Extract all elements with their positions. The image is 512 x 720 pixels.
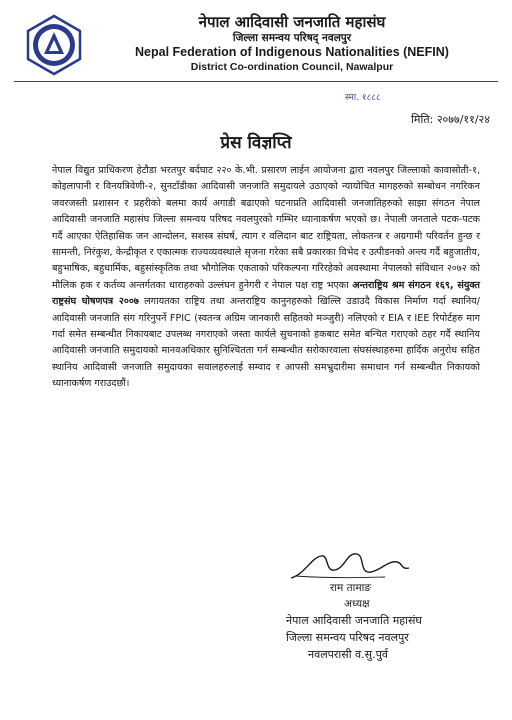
org-name-english: Nepal Federation of Indigenous Nationalities (NEFIN) bbox=[135, 45, 449, 59]
body-bold-text: अन्तराष्ट्रिय श्रम संगठन १६९, संयुक्त राष्ट्रसंघ घोषणपत्र २००७ bbox=[52, 279, 481, 308]
body-text-part1: नेपाल विद्युत प्राधिकरण हेटौडा भरतपुर बर्दघाट २२० के.भी. प्रसारण लाईन आयोजना द्वारा नवलपुर जिल्लाको कावासोती-१, कोइलापानी र विनयत्रिवेणी-२, सुनटाँडीका आदिवासी जनजाति समुदायले उठाएको न्यायोचित मागहरुको सम्बोधन नगरिकन जवरजस्ती प्रशासन र प्रहरीको बलमा कार्य अगाडी बढाएको घटनाप्रति आदिवासी जनजातिहरुको साझा संगठन नेपाल आदिवासी जनजाति महासंघ जिल्ला समन्वय परिषद नवलपुरको गम्भिर ध्यानाकर्षण भएको छ। नेपाली जनताले पटक-पटक गर्दै आएका ऐतिहासिक जन आन्दोलन, सशस्त्र संघर्ष, त्याग र वलिदान बाट राष्ट्रियता, लोकतन्त्र र अग्रगामी परिवर्तन हुन्छ र सामन्ती, निरंकुश, केन्द्रीकृत र एकात्मक राज्यव्यवस्थाले सृजना गरेका सबै प्रकारका विभेद र उत्पीडनको अन्त्य गर्दै बहुजातीय, बहुभाषिक, बहुधार्मिक, बहुसांस्कृतिक तथा भौगोलिक एकताको परिकल्पना गरिरहेको अवस्थामा नेपालको संविधान २०७२ को मौलिक हक र कर्तव्य अन्तर्गतका धाराहरुको उल्लंघन हुनेगरी र नेपाल पक्ष राष्ट्र भएका bbox=[52, 165, 480, 291]
signatory-org bbox=[286, 612, 422, 663]
signature-icon bbox=[285, 548, 415, 582]
body-text-part2: लगायतका राष्ट्रिय तथा अन्तराष्ट्रिय कानुनहरुको खिल्लि उडाउदै विकास निर्माण गर्दा स्थानिय/आदिवासी जनजाति संग गरिनुपर्ने FPIC (स्वतन्त्र अग्रिम जानकारी सहितको मञ्जुरी) नलिएको र EIA र IEE रिपोर्टहरु माग गर्दा समेत सम्बन्धीत निकायबाट उपलब्ध नगराएको जस्ता कार्यले सुचनाको हकबाट समेत बन्चित गराएको ठहर गर्दै स्थानिय आदिवासी जनजाति समुदायको मानवअधिकार सुनिश्चितता गर्न सम्बन्धीत सरोकारवाला संघसंस्थाहरुमा हार्दिक अनुरोध सहित स्थानिय आदिवासी जनजाति समुदायका सवालहरुलाई सम्वाद र आपसी समभ्रुदारीमा समाधान गर्न सम्बन्धीत निकायको ध्यानाकर्षण गराउदछौं। bbox=[52, 296, 480, 390]
org-name-nepali: नेपाल आदिवासी जनजाति महासंघ bbox=[198, 13, 386, 31]
office-stamp: स्मा. १८८८ bbox=[345, 93, 381, 103]
nefin-logo-icon bbox=[24, 14, 84, 76]
header-divider bbox=[14, 81, 498, 82]
body-paragraph bbox=[52, 163, 480, 393]
press-release-body bbox=[52, 163, 480, 393]
page-title: प्रेस विज्ञप्ति bbox=[220, 133, 292, 153]
signatory-title: अध्यक्ष bbox=[344, 598, 370, 610]
letterhead bbox=[92, 13, 492, 74]
signatory-block bbox=[286, 580, 422, 663]
council-name-nepali: जिल्ला समन्वय परिषद् नवलपुर bbox=[232, 32, 352, 44]
signatory-name: राम तामाङ bbox=[330, 582, 372, 594]
council-name-english: District Co-ordination Council, Nawalpur bbox=[190, 61, 394, 73]
signatory-org-line3: नवलपरासी व.सु.पुर्व bbox=[308, 648, 388, 661]
signatory-org-line2: जिल्ला समन्वय परिषद नवलपुर bbox=[286, 631, 409, 644]
signatory-org-line1: नेपाल आदिवासी जनजाति महासंघ bbox=[286, 614, 422, 627]
date-label: मिति: २०७७/११/२४ bbox=[411, 113, 490, 126]
